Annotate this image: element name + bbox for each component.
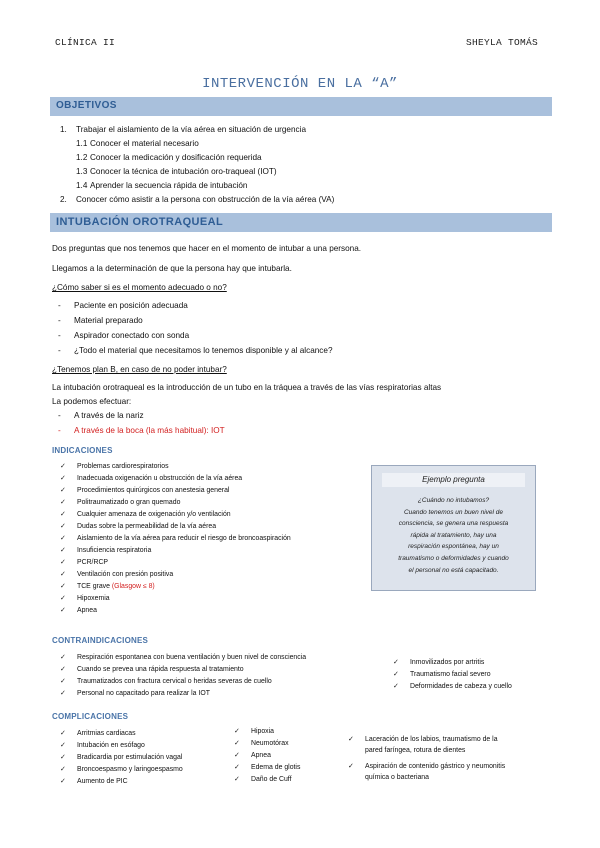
list-item: ✓ Intubación en esófago — [60, 740, 183, 752]
intubacion-heading: INTUBACIÓN OROTRAQUEAL — [56, 216, 224, 228]
list-item: Aspirador conectado con sonda — [74, 331, 190, 340]
list-item: ✓ Politraumatizado o gran quemado — [60, 497, 291, 509]
intro-paragraph-2: Llegamos a la determinación de que la persona hay que intubarla. — [52, 264, 292, 273]
list-item: ✓ Aumento de PIC — [60, 776, 183, 788]
objetivo-subitem: 1.3 Conocer la técnica de intubación oro-traqueal (IOT) — [76, 167, 277, 176]
check-icon: ✓ — [60, 523, 66, 530]
list-item: ✓ Inadecuada oxigenación u obstrucción de la vía aérea — [60, 473, 291, 485]
list-item: ✓ PCR/RCP — [60, 557, 291, 569]
check-icon: ✓ — [60, 487, 66, 494]
check-icon: ✓ — [60, 475, 66, 482]
list-item: ✓ Traumatizados con fractura cervical o heridas severas de cuello — [60, 676, 306, 688]
check-icon: ✓ — [60, 778, 66, 785]
example-question-box — [371, 465, 536, 591]
example-box-title: Ejemplo pregunta — [382, 473, 525, 487]
objetivo-item: 1. Trabajar el aislamiento de la vía aérea en situación de urgencia — [60, 125, 306, 134]
header-author: SHEYLA TOMÁS — [466, 37, 539, 48]
list-item: ✓ Inmovilizados por artritis — [393, 657, 512, 669]
list-item: ✓ Edema de glotis — [234, 762, 300, 774]
list-item: ✓ Daño de Cuff — [234, 774, 300, 786]
contraindicaciones-heading: CONTRAINDICACIONES — [52, 636, 149, 645]
check-icon: ✓ — [60, 463, 66, 470]
check-icon: ✓ — [60, 499, 66, 506]
check-icon: ✓ — [60, 583, 66, 590]
list-item: ✓ Aislamiento de la vía aérea para reducir el riesgo de broncoaspiración — [60, 533, 291, 545]
indicaciones-list — [60, 461, 291, 617]
check-icon: ✓ — [60, 690, 66, 697]
complicaciones-col2 — [234, 726, 300, 786]
complicaciones-heading: COMPLICACIONES — [52, 712, 129, 721]
objetivo-subitem: 1.2 Conocer la medicación y dosificación requerida — [76, 153, 262, 162]
check-icon: ✓ — [393, 683, 399, 690]
list-item: ✓ Problemas cardiorespiratorios — [60, 461, 291, 473]
way-mouth: A través de la boca (la más habitual): IOT — [74, 426, 225, 435]
intro-paragraph-1: Dos preguntas que nos tenemos que hacer en el momento de intubar a una persona. — [52, 244, 362, 253]
list-item: ✓ Bradicardia por estimulación vagal — [60, 752, 183, 764]
complicaciones-col3 — [348, 734, 538, 783]
list-item: ✓ Ventilación con presión positiva — [60, 569, 291, 581]
check-icon: ✓ — [60, 547, 66, 554]
check-icon: ✓ — [234, 728, 240, 735]
check-icon: ✓ — [234, 752, 240, 759]
list-item: ✓ Cuando se prevea una rápida respuesta al tratamiento — [60, 664, 306, 676]
check-icon: ✓ — [60, 742, 66, 749]
list-item: ¿Todo el material que necesitamos lo tenemos disponible y al alcance? — [74, 346, 333, 355]
list-item: ✓ Apnea — [234, 750, 300, 762]
check-icon: ✓ — [60, 595, 66, 602]
question-plan-b: ¿Tenemos plan B, en caso de no poder intubar? — [52, 365, 227, 374]
way-nose: A través de la nariz — [74, 411, 144, 420]
check-icon: ✓ — [60, 754, 66, 761]
contraindicaciones-list-right — [393, 657, 512, 693]
list-item: ✓ Apnea — [60, 605, 291, 617]
list-item: ✓ Aspiración de contenido gástrico y neumonitis química o bacteriana — [348, 763, 506, 781]
objetivos-heading: OBJETIVOS — [56, 100, 117, 111]
check-icon: ✓ — [60, 511, 66, 518]
list-item: Material preparado — [74, 316, 143, 325]
indicaciones-heading: INDICACIONES — [52, 446, 113, 455]
list-item: ✓ Laceración de los labios, traumatismo de la pared faríngea, rotura de dientes — [348, 736, 498, 754]
list-item: ✓ Broncoespasmo y laringoespasmo — [60, 764, 183, 776]
check-icon: ✓ — [60, 678, 66, 685]
list-item: Paciente en posición adecuada — [74, 301, 188, 310]
check-icon: ✓ — [234, 776, 240, 783]
objetivo-subitem: 1.4 Aprender la secuencia rápida de intubación — [76, 181, 248, 190]
check-icon: ✓ — [60, 571, 66, 578]
list-item: ✓ Respiración espontanea con buena ventilación y buen nivel de consciencia — [60, 652, 306, 664]
objetivos-heading-bar — [50, 97, 552, 116]
check-icon: ✓ — [348, 736, 354, 743]
check-icon: ✓ — [60, 607, 66, 614]
example-box-body: ¿Cuándo no intubamos? Cuando tenemos un buen nivel de consciencia, se genera una respuesta rápida al tratamiento, hay una respiración espontánea, hay un traumatismo o deformidades y cuando el personal no está capacitado. — [398, 497, 509, 574]
list-item: ✓ Insuficiencia respiratoria — [60, 545, 291, 557]
list-item: ✓ Procedimientos quirúrgicos con anestesia general — [60, 485, 291, 497]
check-icon: ✓ — [348, 763, 354, 770]
ways-intro: La podemos efectuar: — [52, 397, 132, 406]
objetivo-subitem: 1.1 Conocer el material necesario — [76, 139, 199, 148]
list-item: ✓ Neumotórax — [234, 738, 300, 750]
check-icon: ✓ — [60, 766, 66, 773]
list-item: ✓ Cualquier amenaza de oxigenación y/o ventilación — [60, 509, 291, 521]
check-icon: ✓ — [60, 730, 66, 737]
check-icon: ✓ — [60, 654, 66, 661]
intubacion-heading-bar — [50, 213, 552, 232]
list-item: ✓ Personal no capacitado para realizar la IOT — [60, 688, 306, 700]
list-item: ✓ Hipoxia — [234, 726, 300, 738]
check-icon: ✓ — [60, 666, 66, 673]
check-icon: ✓ — [60, 535, 66, 542]
check-icon: ✓ — [234, 764, 240, 771]
definition-paragraph: La intubación orotraqueal es la introducción de un tubo en la tráquea a través de las vías respiratorias altas — [52, 383, 442, 392]
check-icon: ✓ — [393, 671, 399, 678]
glasgow-note: (Glasgow ≤ 8) — [111, 583, 155, 590]
objetivo-item: 2. Conocer cómo asistir a la persona con obstrucción de la vía aérea (VA) — [60, 195, 335, 204]
list-item: ✓ Deformidades de cabeza y cuello — [393, 681, 512, 693]
page-title: INTERVENCIÓN EN LA “A” — [202, 76, 398, 92]
list-item: ✓ TCE grave (Glasgow ≤ 8) — [60, 581, 291, 593]
question-moment: ¿Cómo saber si es el momento adecuado o no? — [52, 283, 227, 292]
list-item: ✓ Dudas sobre la permeabilidad de la vía aérea — [60, 521, 291, 533]
check-icon: ✓ — [60, 559, 66, 566]
check-icon: ✓ — [234, 740, 240, 747]
contraindicaciones-list — [60, 652, 306, 700]
list-item: ✓ Arritmias cardiacas — [60, 728, 183, 740]
header-course: CLÍNICA II — [55, 37, 116, 48]
list-item: ✓ Hipoxemia — [60, 593, 291, 605]
list-item: ✓ Traumatismo facial severo — [393, 669, 512, 681]
check-icon: ✓ — [393, 659, 399, 666]
complicaciones-col1 — [60, 728, 183, 788]
